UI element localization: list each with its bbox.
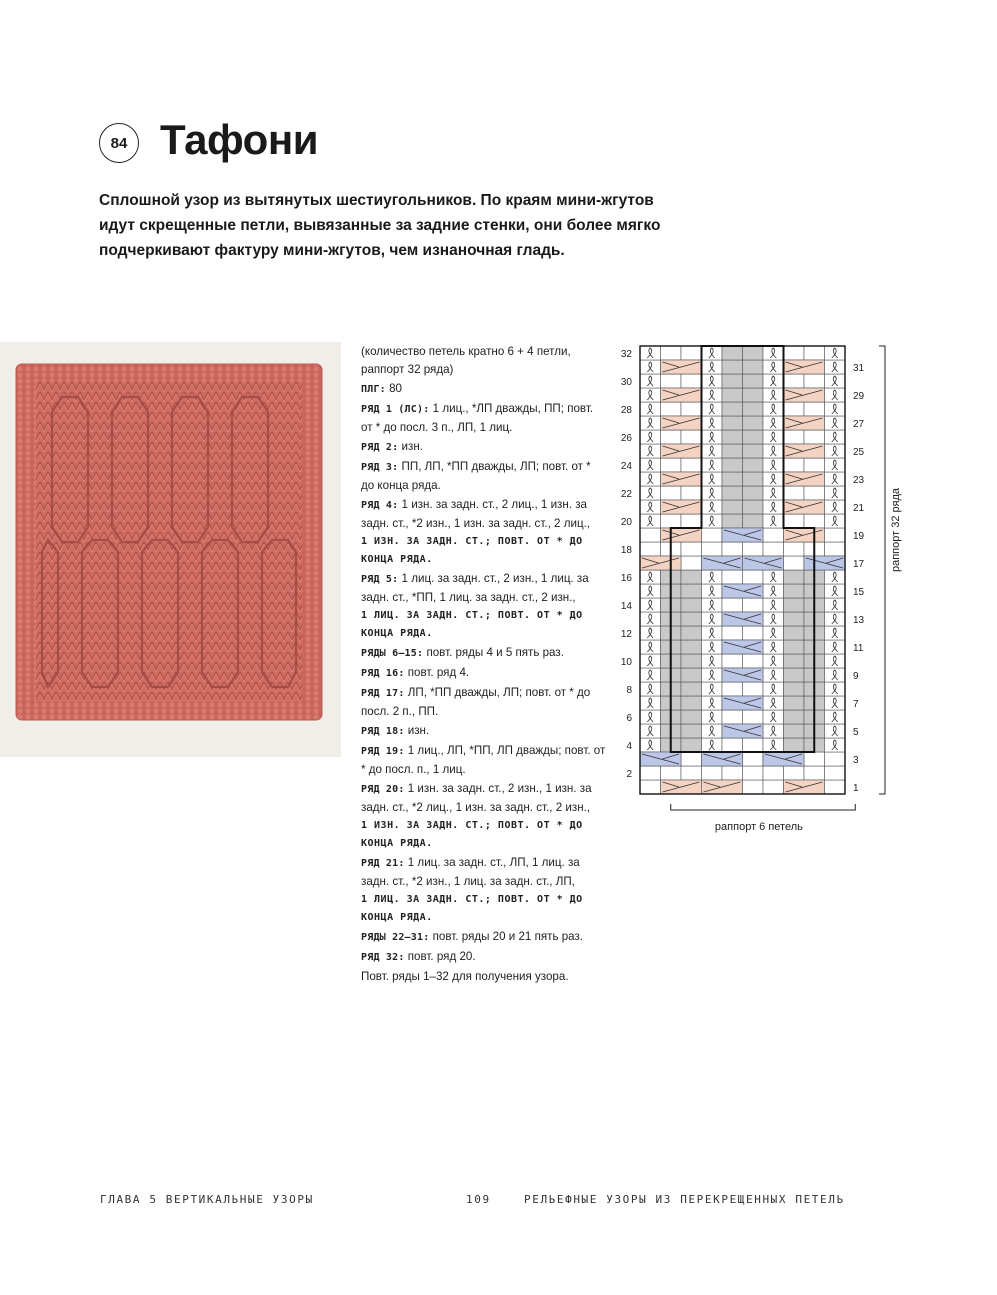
row-label-left: 16 bbox=[620, 573, 632, 584]
chart-cell bbox=[681, 724, 702, 738]
row-label-right: 5 bbox=[853, 727, 859, 738]
chart-cell bbox=[722, 598, 743, 612]
chart-cell bbox=[702, 542, 723, 556]
instruction-row bbox=[361, 458, 606, 495]
chart-cell bbox=[640, 780, 661, 794]
chart-cell bbox=[661, 458, 682, 472]
chart-cell bbox=[743, 374, 764, 388]
instruction-label: РЯДЫ 6–15: bbox=[361, 648, 424, 659]
instruction-caps: 1 ЛИЦ. ЗА ЗАДН. СТ.; ПОВТ. ОТ * ДО КОНЦА РЯДА. bbox=[361, 610, 583, 639]
chart-cell bbox=[722, 472, 743, 486]
chart-cell bbox=[784, 696, 805, 710]
chart-cell bbox=[743, 542, 764, 556]
row-label-right: 21 bbox=[853, 503, 865, 514]
pattern-number: 84 bbox=[110, 134, 128, 152]
chart-cell bbox=[763, 766, 784, 780]
intro-line: подчеркивают фактуру мини-жгутов, чем изнаночная гладь. bbox=[99, 242, 565, 259]
chart-cell bbox=[681, 612, 702, 626]
chart-cell bbox=[681, 710, 702, 724]
chart-cell bbox=[681, 654, 702, 668]
row-label-right: 13 bbox=[853, 615, 865, 626]
row-label-left: 6 bbox=[626, 713, 632, 724]
instruction-row bbox=[361, 948, 606, 967]
chart-cell bbox=[825, 542, 846, 556]
chart-cell bbox=[681, 668, 702, 682]
stitch-repeat-bracket bbox=[671, 804, 856, 810]
chart-cell bbox=[804, 458, 825, 472]
chart-cell bbox=[743, 598, 764, 612]
instruction-text: Повт. ряды 1–32 для получения узора. bbox=[361, 970, 569, 983]
chart-cell bbox=[804, 752, 825, 766]
chart-cell bbox=[681, 514, 702, 528]
chart-cell bbox=[722, 388, 743, 402]
row-label-right: 9 bbox=[853, 671, 859, 682]
instruction-label: РЯД 4: bbox=[361, 500, 399, 511]
chart-cell bbox=[722, 500, 743, 514]
intro-line: идут скрещенные петли, вывязанные за задние стенки, они более мягко bbox=[99, 217, 661, 234]
instruction-row bbox=[361, 684, 606, 721]
chart-cell bbox=[784, 374, 805, 388]
chart-svg bbox=[610, 330, 940, 840]
row-label-right: 7 bbox=[853, 699, 859, 710]
chart-cell bbox=[743, 472, 764, 486]
chart-cell bbox=[743, 430, 764, 444]
swatch-illustration bbox=[0, 342, 341, 757]
instruction-text: повт. ряд 20. bbox=[404, 950, 476, 963]
chart-cell bbox=[804, 514, 825, 528]
stitch-repeat-label: раппорт 6 петель bbox=[714, 821, 803, 833]
chart-cell bbox=[784, 598, 805, 612]
chart-cell bbox=[743, 514, 764, 528]
instruction-text: 1 изн. за задн. ст., 2 изн., 1 изн. за задн. ст., *2 лиц., 1 изн. за задн. ст., 2 изн., bbox=[361, 782, 592, 814]
chart-cell bbox=[804, 402, 825, 416]
chart-cell bbox=[722, 682, 743, 696]
chart-cell bbox=[681, 374, 702, 388]
chart-cell bbox=[722, 360, 743, 374]
chart-cell bbox=[722, 346, 743, 360]
instruction-text: 1 лиц., ЛП, *ПП, ЛП дважды; повт. от * до посл. п., 1 лиц. bbox=[361, 744, 606, 776]
row-label-right: 11 bbox=[853, 643, 864, 654]
chart-cell bbox=[722, 444, 743, 458]
chart-cell bbox=[722, 710, 743, 724]
row-label-right: 15 bbox=[853, 587, 865, 598]
chart-cell bbox=[784, 346, 805, 360]
chart-cell bbox=[722, 458, 743, 472]
instruction-label: РЯД 3: bbox=[361, 462, 399, 473]
instruction-label: РЯД 5: bbox=[361, 574, 399, 585]
instruction-text: повт. ряд 4. bbox=[404, 666, 470, 679]
chart-cell bbox=[722, 766, 743, 780]
chart-cell bbox=[804, 346, 825, 360]
chart-cell bbox=[743, 682, 764, 696]
chart-cell bbox=[722, 654, 743, 668]
chart-cell bbox=[722, 570, 743, 584]
intro-text bbox=[99, 188, 699, 263]
chart-cell bbox=[763, 528, 784, 542]
row-label-right: 27 bbox=[853, 419, 865, 430]
instruction-row bbox=[361, 570, 606, 643]
row-label-right: 19 bbox=[853, 531, 865, 542]
instruction-row bbox=[361, 644, 606, 663]
chart-cell bbox=[743, 710, 764, 724]
chart-cell bbox=[722, 430, 743, 444]
chart-cell bbox=[743, 654, 764, 668]
chart-cell bbox=[784, 724, 805, 738]
instruction-row bbox=[361, 496, 606, 569]
instruction-text: 80 bbox=[385, 382, 403, 395]
instruction-label: РЯД 20: bbox=[361, 784, 405, 795]
chart-cell bbox=[804, 430, 825, 444]
row-label-left: 20 bbox=[620, 517, 632, 528]
instruction-text: повт. ряды 4 и 5 пять раз. bbox=[423, 646, 564, 659]
instruction-row bbox=[361, 928, 606, 947]
chart-cell bbox=[743, 346, 764, 360]
row-label-left: 4 bbox=[626, 741, 632, 752]
instruction-caps: 1 ЛИЦ. ЗА ЗАДН. СТ.; ПОВТ. ОТ * ДО КОНЦА РЯДА. bbox=[361, 894, 583, 923]
row-label-left: 22 bbox=[620, 489, 632, 500]
chart-cell bbox=[743, 738, 764, 752]
chart-cell bbox=[743, 458, 764, 472]
chart-cell bbox=[784, 556, 805, 570]
chart-cell bbox=[722, 374, 743, 388]
row-label-left: 2 bbox=[626, 769, 632, 780]
chart-cell bbox=[640, 542, 661, 556]
chart-cell bbox=[825, 766, 846, 780]
chart-cell bbox=[661, 402, 682, 416]
chart-cell bbox=[681, 430, 702, 444]
row-label-right: 1 bbox=[853, 783, 859, 794]
instruction-label: РЯД 32: bbox=[361, 952, 405, 963]
chart-cell bbox=[661, 430, 682, 444]
chart-cell bbox=[784, 542, 805, 556]
swatch-photo bbox=[0, 342, 341, 757]
chart-cell bbox=[784, 626, 805, 640]
chart-cell bbox=[702, 528, 723, 542]
instruction-text: ПП, ЛП, *ПП дважды, ЛП; повт. от * до конца ряда. bbox=[361, 460, 591, 492]
chart-cell bbox=[804, 766, 825, 780]
chart-cell bbox=[661, 346, 682, 360]
instruction-label: ПЛГ: bbox=[361, 384, 386, 395]
chart-cell bbox=[784, 458, 805, 472]
chart-cell bbox=[661, 514, 682, 528]
row-label-left: 30 bbox=[620, 377, 632, 388]
footer-chapter: ГЛАВА 5 ВЕРТИКАЛЬНЫЕ УЗОРЫ bbox=[100, 1193, 314, 1206]
row-label-left: 10 bbox=[620, 657, 632, 668]
chart-cell bbox=[784, 738, 805, 752]
chart-cell bbox=[784, 682, 805, 696]
chart-cell bbox=[825, 780, 846, 794]
knitting-chart bbox=[610, 330, 940, 845]
chart-cell bbox=[681, 766, 702, 780]
chart-cell bbox=[743, 500, 764, 514]
chart-cell bbox=[722, 402, 743, 416]
instruction-text: 1 лиц. за задн. ст., ЛП, 1 лиц. за задн. ст., *2 изн., 1 лиц. за задн. ст., ЛП, bbox=[361, 856, 580, 888]
instruction-row bbox=[361, 722, 606, 741]
chart-cell bbox=[784, 640, 805, 654]
instruction-text: 1 лиц. за задн. ст., 2 изн., 1 лиц. за задн. ст., *ПП, 1 лиц. за задн. ст., 2 изн., bbox=[361, 572, 589, 604]
row-repeat-bracket bbox=[879, 346, 885, 794]
row-label-right: 31 bbox=[853, 363, 865, 374]
row-label-right: 29 bbox=[853, 391, 865, 402]
instruction-caps: 1 ИЗН. ЗА ЗАДН. СТ.; ПОВТ. ОТ * ДО КОНЦА РЯДА. bbox=[361, 820, 583, 849]
chart-cell bbox=[763, 542, 784, 556]
row-label-left: 18 bbox=[620, 545, 632, 556]
chart-cell bbox=[825, 528, 846, 542]
chart-cell bbox=[722, 542, 743, 556]
row-label-left: 26 bbox=[620, 433, 632, 444]
chart-cell bbox=[722, 416, 743, 430]
chart-cell bbox=[743, 416, 764, 430]
chart-cell bbox=[763, 780, 784, 794]
chart-cell bbox=[722, 626, 743, 640]
row-label-right: 3 bbox=[853, 755, 859, 766]
instruction-label: РЯД 2: bbox=[361, 442, 399, 453]
instruction-label: РЯД 1 (ЛС): bbox=[361, 404, 430, 415]
instruction-row bbox=[361, 780, 606, 853]
instruction-label: РЯД 16: bbox=[361, 668, 405, 679]
instruction-text: 1 лиц., *ЛП дважды, ПП; повт. от * до посл. 3 п., ЛП, 1 лиц. bbox=[361, 402, 594, 434]
instruction-text: ЛП, *ПП дважды, ЛП; повт. от * до посл. 2 п., ПП. bbox=[361, 686, 591, 718]
chart-cell bbox=[784, 710, 805, 724]
instruction-row bbox=[361, 968, 606, 986]
chart-cell bbox=[722, 514, 743, 528]
instructions bbox=[361, 343, 606, 987]
chart-cell bbox=[681, 570, 702, 584]
footer-section: РЕЛЬЕФНЫЕ УЗОРЫ ИЗ ПЕРЕКРЕЩЕННЫХ ПЕТЕЛЬ bbox=[524, 1193, 845, 1206]
page-number: 109 bbox=[466, 1193, 491, 1206]
row-label-left: 12 bbox=[620, 629, 632, 640]
row-label-right: 17 bbox=[853, 559, 865, 570]
row-label-right: 25 bbox=[853, 447, 865, 458]
chart-cell bbox=[743, 388, 764, 402]
chart-cell bbox=[661, 374, 682, 388]
chart-cell bbox=[784, 584, 805, 598]
chart-cell bbox=[681, 696, 702, 710]
pattern-number-badge bbox=[99, 123, 139, 163]
chart-cell bbox=[784, 766, 805, 780]
chart-cell bbox=[661, 486, 682, 500]
row-label-left: 14 bbox=[620, 601, 632, 612]
row-label-right: 23 bbox=[853, 475, 865, 486]
page-title: Тафони bbox=[160, 116, 319, 163]
chart-cell bbox=[681, 752, 702, 766]
instruction-label: РЯД 18: bbox=[361, 726, 405, 737]
chart-cell bbox=[681, 682, 702, 696]
chart-cell bbox=[681, 402, 702, 416]
row-label-left: 24 bbox=[620, 461, 632, 472]
instruction-row bbox=[361, 400, 606, 437]
chart-cell bbox=[784, 430, 805, 444]
chart-cell bbox=[640, 528, 661, 542]
chart-cell bbox=[743, 402, 764, 416]
chart-cell bbox=[661, 766, 682, 780]
row-repeat-label: раппорт 32 ряда bbox=[890, 487, 902, 573]
chart-cell bbox=[743, 486, 764, 500]
row-label-left: 32 bbox=[620, 349, 632, 360]
chart-cell bbox=[804, 486, 825, 500]
chart-cell bbox=[722, 738, 743, 752]
instruction-row bbox=[361, 742, 606, 779]
chart-cell bbox=[784, 668, 805, 682]
chart-cell bbox=[743, 766, 764, 780]
row-label-left: 28 bbox=[620, 405, 632, 416]
chart-cell bbox=[743, 626, 764, 640]
chart-cell bbox=[784, 570, 805, 584]
instruction-row bbox=[361, 854, 606, 927]
chart-cell bbox=[784, 514, 805, 528]
chart-cell bbox=[743, 444, 764, 458]
chart-cell bbox=[681, 556, 702, 570]
chart-cell bbox=[804, 374, 825, 388]
intro-line: Сплошной узор из вытянутых шестиугольников. По краям мини-жгутов bbox=[99, 192, 654, 209]
chart-cell bbox=[681, 640, 702, 654]
chart-cell bbox=[681, 542, 702, 556]
chart-cell bbox=[681, 598, 702, 612]
chart-cell bbox=[825, 752, 846, 766]
chart-cell bbox=[784, 486, 805, 500]
chart-cell bbox=[784, 654, 805, 668]
chart-cell bbox=[681, 738, 702, 752]
instruction-text: (количество петель кратно 6 + 4 петли, раппорт 32 ряда) bbox=[361, 345, 571, 376]
chart-cell bbox=[681, 458, 702, 472]
instruction-label: РЯД 21: bbox=[361, 858, 405, 869]
chart-cell bbox=[743, 360, 764, 374]
chart-cell bbox=[784, 612, 805, 626]
instruction-text: изн. bbox=[398, 440, 423, 453]
chart-cell bbox=[743, 780, 764, 794]
chart-cell bbox=[681, 626, 702, 640]
chart-cell bbox=[640, 766, 661, 780]
chart-cell bbox=[722, 486, 743, 500]
instruction-caps: 1 ИЗН. ЗА ЗАДН. СТ.; ПОВТ. ОТ * ДО КОНЦА РЯДА. bbox=[361, 536, 583, 565]
chart-cell bbox=[743, 570, 764, 584]
instruction-row bbox=[361, 380, 606, 399]
instruction-label: РЯДЫ 22–31: bbox=[361, 932, 430, 943]
chart-cell bbox=[681, 584, 702, 598]
chart-cell bbox=[681, 486, 702, 500]
instruction-row bbox=[361, 664, 606, 683]
instruction-row bbox=[361, 438, 606, 457]
instruction-label: РЯД 19: bbox=[361, 746, 405, 757]
chart-cell bbox=[702, 766, 723, 780]
row-label-left: 8 bbox=[626, 685, 632, 696]
instruction-text: изн. bbox=[404, 724, 430, 737]
chart-cell bbox=[743, 752, 764, 766]
instruction-row bbox=[361, 343, 606, 379]
instruction-label: РЯД 17: bbox=[361, 688, 405, 699]
instruction-text: повт. ряды 20 и 21 пять раз. bbox=[429, 930, 584, 943]
chart-cell bbox=[784, 402, 805, 416]
chart-cell bbox=[681, 346, 702, 360]
instruction-text: 1 изн. за задн. ст., 2 лиц., 1 изн. за задн. ст., *2 изн., 1 изн. за задн. ст., 2 лиц., bbox=[361, 498, 591, 530]
